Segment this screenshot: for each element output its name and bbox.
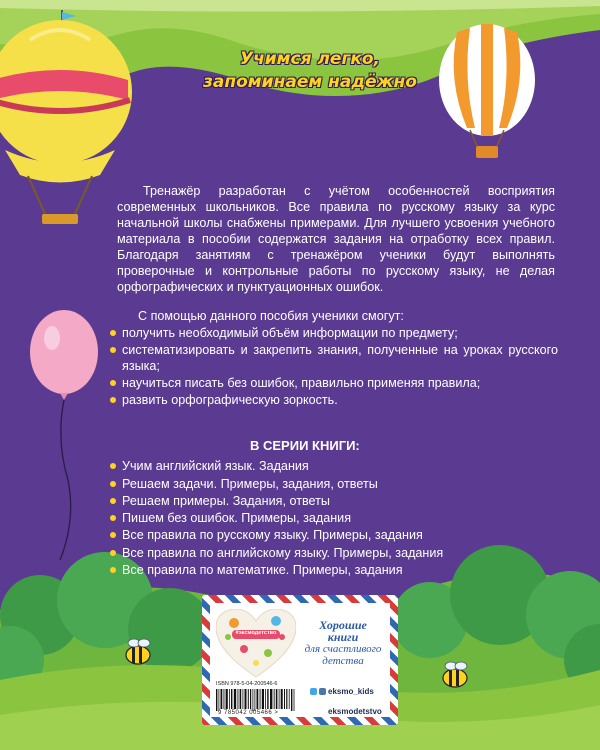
list-item: Все правила по английскому языку. Примеры, задания <box>110 545 530 561</box>
slogan-line-1: Хорошие <box>319 618 367 632</box>
heart-logo-icon <box>216 609 296 679</box>
intro-paragraph: Тренажёр разработан с учётом особенностей восприятия современных школьников. Все правила по русскому языку за курс начальной школы снабжены примерами. Для лучшего усвоения учебного материала в пособии содержатся задания на отработку всех правил. Благодаря занятиям с тренажёром ученики будут выполнять проверочные и контрольные работы по русскому языку, не делая орфографических и пунктуационных ошибок. <box>117 184 555 294</box>
bullet-dot-icon <box>110 532 116 538</box>
bullet-dot-icon <box>110 481 116 487</box>
bullet-dot-icon <box>110 498 116 504</box>
abilities-section <box>110 308 558 409</box>
list-item: Все правила по математике. Примеры, задания <box>110 562 530 578</box>
headline-line-2: запоминаем надёжно <box>203 72 417 92</box>
bullet-dot-icon <box>110 330 116 336</box>
list-item: Пишем без ошибок. Примеры, задания <box>110 510 530 526</box>
intro-text-block <box>117 183 555 295</box>
bullet-dot-icon <box>110 550 116 556</box>
pink-balloon-icon <box>30 310 98 560</box>
heart-tag: #эксмодетство <box>235 630 277 636</box>
series-section <box>110 438 530 579</box>
slogan-line-2: книги <box>327 630 359 644</box>
badge-inner <box>210 603 390 717</box>
slogan-line-3: для счастливого <box>304 643 382 655</box>
list-item: развить орфографическую зоркость. <box>110 392 558 408</box>
list-item: Решаем примеры. Задания, ответы <box>110 493 530 509</box>
list-item: получить необходимый объём информации по предмету; <box>110 325 558 341</box>
vk-icon <box>319 688 326 695</box>
list-item: Все правила по русскому языку. Примеры, задания <box>110 527 530 543</box>
series-list <box>110 458 530 578</box>
list-item: Решаем задачи. Примеры, задания, ответы <box>110 476 530 492</box>
list-item: систематизировать и закрепить знания, полученные на уроках русского языка; <box>110 342 558 374</box>
bullet-dot-icon <box>110 347 116 353</box>
bee-icon-left <box>126 639 150 664</box>
barcode-icon <box>216 689 298 711</box>
headline <box>190 48 430 94</box>
bullet-dot-icon <box>110 463 116 469</box>
isbn-text: ISBN 978-5-04-200546-6 <box>216 681 278 687</box>
bullet-dot-icon <box>110 380 116 386</box>
slogan-line-4: детства <box>322 655 364 667</box>
social-handle-kids: eksmo_kids <box>310 687 374 696</box>
publisher-badge <box>207 600 393 720</box>
bullet-dot-icon <box>110 515 116 521</box>
list-item: Учим английский язык. Задания <box>110 458 530 474</box>
bullet-dot-icon <box>110 397 116 403</box>
abilities-lead: С помощью данного пособия ученики смогут: <box>138 309 404 323</box>
orange-balloon-icon <box>439 24 535 158</box>
barcode-number: 9 785042 005466 > <box>218 710 279 716</box>
bullet-dot-icon <box>110 567 116 573</box>
series-title: В СЕРИИ КНИГИ: <box>250 438 360 453</box>
bee-icon-right <box>443 662 467 687</box>
abilities-list <box>110 325 558 408</box>
list-item: научиться писать без ошибок, правильно применяя правила; <box>110 375 558 391</box>
headline-line-1: Учимся легко, <box>239 49 381 69</box>
social-handle-detstvo: eksmodetstvo <box>328 707 382 716</box>
badge-slogan <box>300 619 386 667</box>
telegram-icon <box>310 688 317 695</box>
